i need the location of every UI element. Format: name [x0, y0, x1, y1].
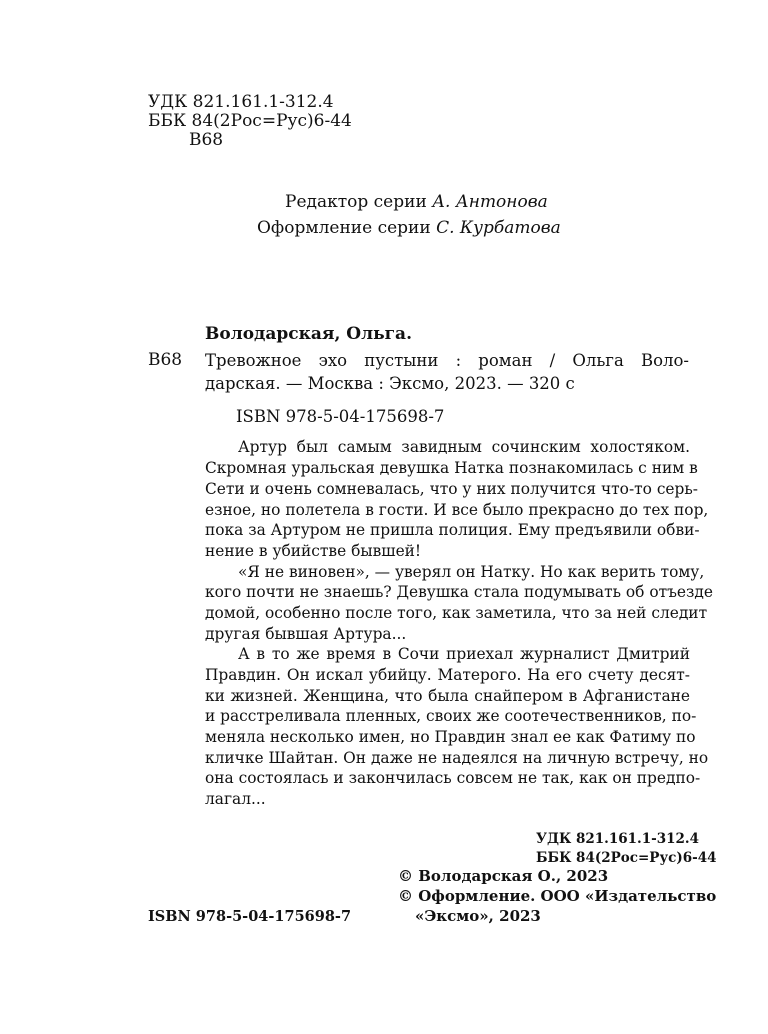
annotation-line: пока за Артуром не пришла полиция. Ему предъявили обви-: [205, 521, 700, 539]
series-design-name: С. Курбатова: [436, 218, 561, 238]
annotation-line: Правдин. Он искал убийцу. Матерого. На его счету десят-: [205, 666, 690, 684]
annotation-line: она состоялась и закончилась совсем не так, как он предпо-: [205, 769, 701, 787]
author-mark: В68: [189, 130, 224, 150]
annotation-line: «Я не виновен», — уверял он Натку. Но как верить тому,: [238, 563, 705, 581]
copyright-publisher: «Эксмо», 2023: [415, 907, 541, 925]
annotation-line: Артур был самым завидным сочинским холостяком.: [238, 438, 690, 456]
series-editor-name: А. Антонова: [432, 192, 548, 212]
annotation-line: кого почти не знаешь? Девушка стала подумывать об отъезде: [205, 583, 713, 601]
annotation-line: домой, особенно после того, как заметила, что за ней следит: [205, 604, 708, 622]
annotation-line: другая бывшая Артура...: [205, 625, 407, 643]
catalog-mark: В68: [148, 350, 183, 370]
annotation-line: Скромная уральская девушка Натка познакомилась с ним в: [205, 459, 698, 477]
annotation-line: ки жизней. Женщина, что была снайпером в Афганистане: [205, 687, 690, 705]
catalog-author-heading: Володарская, Ольга.: [205, 324, 412, 344]
isbn-bottom: ISBN 978-5-04-175698-7: [148, 908, 352, 925]
footer-udk-code: УДК 821.161.1-312.4: [536, 831, 699, 847]
annotation-line: нение в убийстве бывшей!: [205, 542, 422, 560]
annotation-line: меняла несколько имен, но Правдин знал ее как Фатиму по: [205, 728, 696, 746]
annotation-line: Сети и очень сомневалась, что у них получится что-то серь-: [205, 480, 698, 498]
series-design: [257, 217, 561, 240]
annotation-line: кличке Шайтан. Он даже не надеялся на личную встречу, но: [205, 749, 709, 767]
catalog-isbn: ISBN 978-5-04-175698-7: [236, 407, 445, 426]
annotation-line: лагал...: [205, 790, 266, 808]
copyright-design: © Оформление. ООО «Издательство: [398, 887, 717, 905]
annotation-line: езное, но полетела в гости. И все было прекрасно до тех пор,: [205, 501, 709, 519]
catalog-title-line-2: дарская. — Москва : Эксмо, 2023. — 320 с: [205, 374, 575, 393]
annotation-line: и расстреливала пленных, своих же соотечественников, по-: [205, 707, 697, 725]
udk-code: УДК 821.161.1-312.4: [148, 92, 334, 112]
series-design-label: Оформление серии: [257, 218, 431, 238]
series-editor-label: Редактор серии: [285, 192, 427, 212]
catalog-title-line-1: Тревожное эхо пустыни : роман / Ольга Воло-: [205, 351, 689, 370]
series-editor: [285, 191, 548, 214]
bbk-code: ББК 84(2Рос=Рус)6-44: [148, 111, 352, 131]
copyright-author: © Володарская О., 2023: [398, 867, 609, 885]
footer-bbk-code: ББК 84(2Рос=Рус)6-44: [536, 850, 717, 866]
annotation-line: А в то же время в Сочи приехал журналист Дмитрий: [238, 645, 690, 663]
